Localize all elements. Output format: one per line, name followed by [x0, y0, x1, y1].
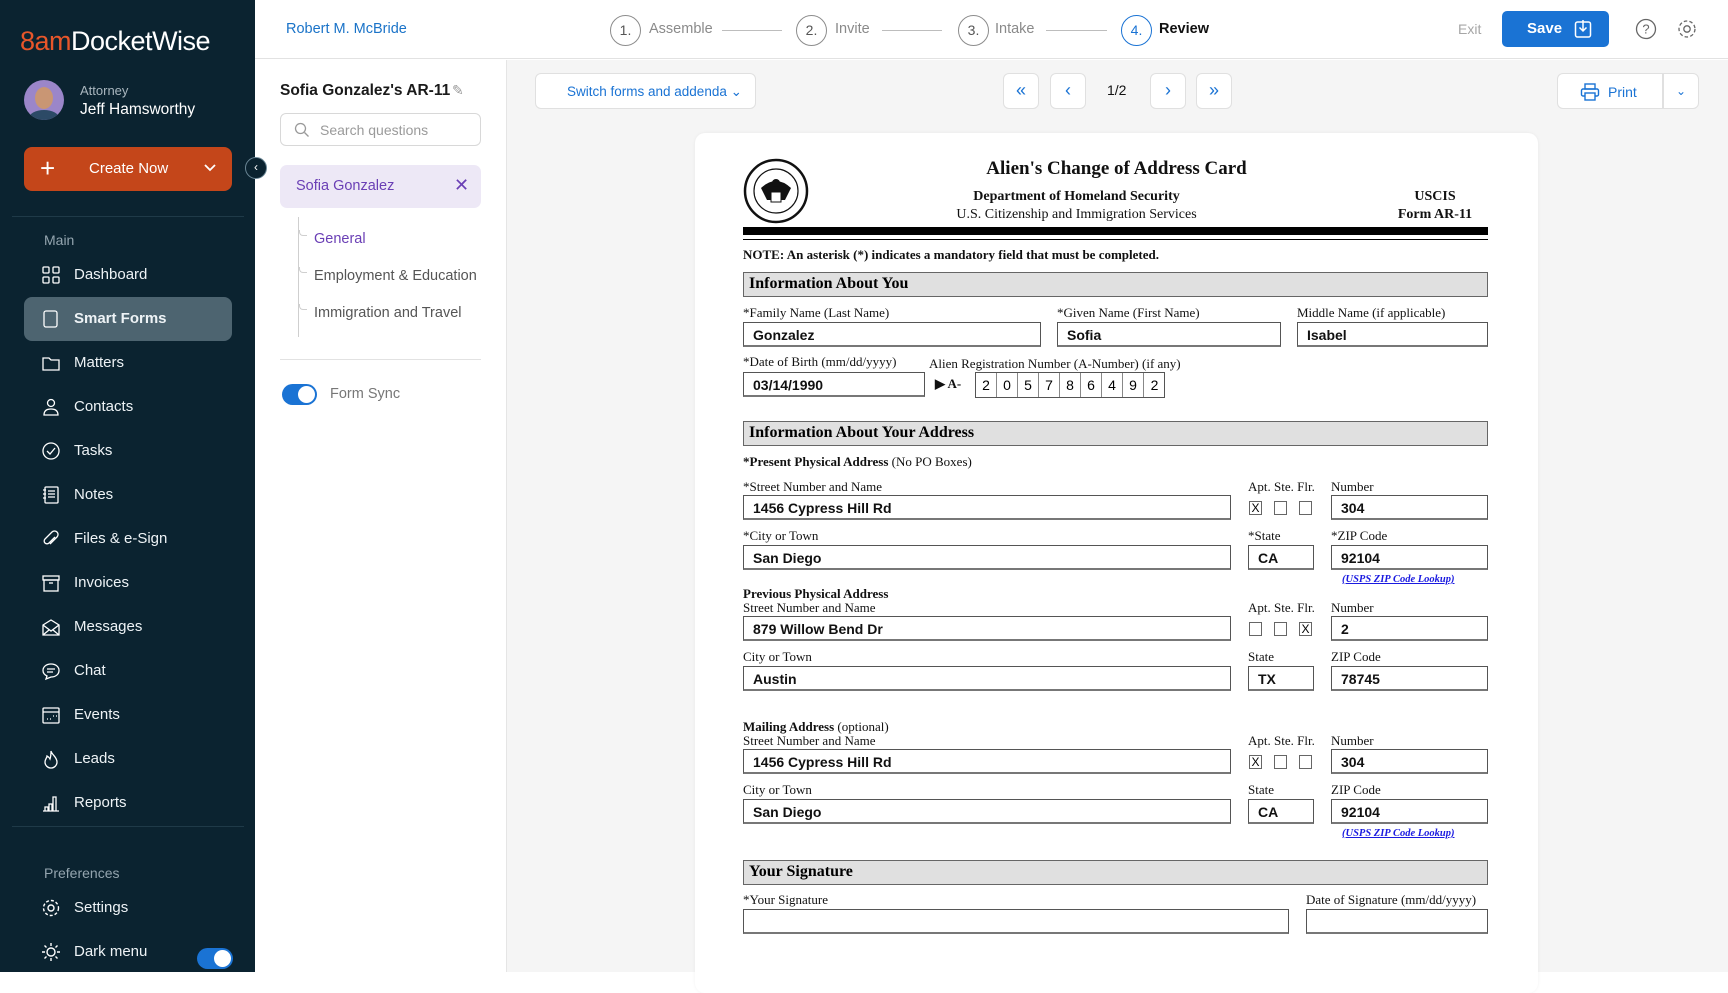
sidebar-item-label: Settings: [74, 899, 129, 916]
middle-name-field[interactable]: Isabel: [1297, 322, 1488, 347]
section-label-main: Main: [44, 232, 75, 248]
avatar[interactable]: [24, 80, 64, 120]
step-review[interactable]: Review: [1159, 21, 1209, 37]
mailing-city-field[interactable]: San Diego: [743, 799, 1231, 824]
previous-city-label: City or Town: [743, 649, 812, 664]
form-dept: Department of Homeland Security: [973, 189, 1180, 204]
previous-ste-checkbox[interactable]: [1274, 622, 1287, 636]
step-invite[interactable]: Invite: [835, 21, 870, 37]
form-document: [695, 133, 1538, 993]
a-prefix-text: A-: [947, 376, 962, 391]
a-number-digit: 9: [1123, 373, 1144, 397]
previous-apt-label: Apt. Ste. Flr.: [1248, 600, 1315, 615]
a-number-digit: 5: [1018, 373, 1039, 397]
present-zip-field[interactable]: 92104: [1331, 545, 1488, 570]
sidebar-item-label: Leads: [74, 750, 115, 767]
a-number-digit: 4: [1102, 373, 1123, 397]
mailing-note: (optional): [837, 719, 889, 734]
print-label: Print: [1608, 84, 1637, 100]
sidebar-item-label: Contacts: [74, 398, 134, 415]
sidebar-item-label: Chat: [74, 662, 106, 679]
page-indicator: 1/2: [1107, 82, 1127, 98]
prev-page-button[interactable]: ‹: [1050, 73, 1086, 109]
sidebar-item-label: Invoices: [74, 574, 130, 591]
a-number-digit: 0: [997, 373, 1018, 397]
present-apt-label: Apt. Ste. Flr.: [1248, 479, 1315, 494]
sidebar-item-label: Reports: [74, 794, 127, 811]
step-connector: [1046, 30, 1107, 31]
logo-prefix: 8am: [20, 26, 72, 56]
section-your-signature: Your Signature: [743, 860, 1488, 885]
switch-forms-label: Switch forms and addenda: [567, 84, 727, 99]
gear-icon: [41, 898, 61, 918]
next-page-button[interactable]: ›: [1150, 73, 1186, 109]
applicant-name: Sofia Gonzalez: [296, 178, 395, 194]
mailing-state-field[interactable]: CA: [1248, 799, 1314, 824]
present-address-title: [743, 454, 972, 470]
client-link[interactable]: Robert M. McBride: [286, 21, 407, 37]
form-number: Form AR-11: [1397, 207, 1473, 222]
previous-city-field[interactable]: Austin: [743, 666, 1231, 691]
previous-flr-checkbox[interactable]: X: [1299, 622, 1312, 636]
family-name-label: *Family Name (Last Name): [743, 305, 890, 320]
previous-street-field[interactable]: 879 Willow Bend Dr: [743, 616, 1231, 641]
folder-icon: [41, 353, 61, 373]
applicant-chip[interactable]: [280, 165, 481, 208]
form-uscis: USCIS: [1414, 189, 1456, 204]
present-zip-label: *ZIP Code: [1331, 528, 1388, 543]
previous-address-title: Previous Physical Address: [743, 586, 889, 601]
a-number-digit: 7: [1039, 373, 1060, 397]
user-role: Attorney: [80, 83, 129, 98]
section-info-about-you: Information About You: [743, 272, 1488, 297]
present-title: *Present Physical Address: [743, 454, 889, 469]
mailing-street-label: Street Number and Name: [743, 733, 876, 748]
a-number-digit: 6: [1081, 373, 1102, 397]
step-invite-number[interactable]: 2.: [796, 15, 827, 46]
logo-name: DocketWise: [71, 26, 211, 56]
search-placeholder: Search questions: [320, 122, 429, 138]
a-number-prefix: [935, 376, 961, 392]
dob-label: *Date of Birth (mm/dd/yyyy): [743, 354, 897, 369]
bar-chart-icon: [41, 793, 61, 813]
mailing-city-label: City or Town: [743, 782, 812, 797]
sidebar-item-tasks[interactable]: [24, 429, 232, 473]
given-name-field[interactable]: Sofia: [1057, 322, 1281, 347]
envelope-icon: [41, 617, 61, 637]
search-icon: [294, 122, 310, 138]
divider: [280, 359, 481, 360]
section-info-about-address: Information About Your Address: [743, 421, 1488, 446]
mailing-apt-label: Apt. Ste. Flr.: [1248, 733, 1315, 748]
mailing-flr-checkbox[interactable]: [1299, 755, 1312, 769]
sidebar: [0, 0, 255, 972]
dob-field[interactable]: 03/14/1990: [743, 372, 925, 397]
a-number-digit: 2: [1150, 377, 1159, 393]
divider: [12, 216, 244, 217]
sidebar-item-label: Messages: [74, 618, 143, 635]
step-assemble-number[interactable]: 1.: [610, 15, 641, 46]
sidebar-item-label: Events: [74, 706, 120, 723]
save-button[interactable]: [1502, 11, 1609, 47]
last-page-button[interactable]: »: [1196, 73, 1232, 109]
form-icon: [41, 309, 61, 329]
tree-branch: [299, 267, 307, 273]
chevron-down-icon[interactable]: [202, 159, 218, 175]
present-apt-checkbox[interactable]: X: [1249, 501, 1262, 515]
help-icon[interactable]: [1635, 18, 1657, 40]
previous-apt-checkbox[interactable]: [1249, 622, 1262, 636]
present-note: (No PO Boxes): [891, 454, 972, 469]
edit-pencil-icon[interactable]: ✎: [452, 82, 464, 98]
mailing-zip-field[interactable]: 92104: [1331, 799, 1488, 824]
mailing-zip-lookup-link[interactable]: (USPS ZIP Code Lookup): [1342, 828, 1455, 839]
chat-bubble-icon: [41, 661, 61, 681]
flame-icon: [41, 749, 61, 769]
printer-icon: [1580, 83, 1600, 101]
previous-zip-label: ZIP Code: [1331, 649, 1381, 664]
sidebar-item-settings[interactable]: [24, 886, 232, 930]
arrow-right-icon: ▶: [935, 376, 945, 391]
sidebar-item-label: Dark menu: [74, 943, 148, 960]
dark-menu-toggle[interactable]: [197, 948, 233, 969]
print-options-dropdown[interactable]: ⌄: [1663, 73, 1699, 109]
section-general[interactable]: General: [314, 231, 366, 247]
present-state-label: *State: [1248, 528, 1281, 543]
previous-number-label: Number: [1331, 600, 1374, 615]
sidebar-item-label: Files & e-Sign: [74, 530, 168, 547]
sidebar-item-events[interactable]: [24, 693, 232, 737]
signature-date-label: Date of Signature (mm/dd/yyyy): [1306, 892, 1477, 907]
search-questions-input[interactable]: [280, 113, 481, 146]
previous-state-label: State: [1248, 649, 1274, 664]
mailing-state-label: State: [1248, 782, 1274, 797]
person-icon: [41, 397, 61, 417]
previous-zip-field[interactable]: 78745: [1331, 666, 1488, 691]
sidebar-item-files-e-sign[interactable]: [24, 517, 232, 561]
header-rule: [743, 239, 1488, 240]
form-agency: U.S. Citizenship and Immigration Services: [956, 207, 1197, 222]
section-label-preferences: Preferences: [44, 865, 120, 881]
mailing-number-label: Number: [1331, 733, 1374, 748]
sidebar-item-chat[interactable]: [24, 649, 232, 693]
sidebar-item-messages[interactable]: [24, 605, 232, 649]
create-now-button[interactable]: [24, 147, 232, 191]
present-zip-lookup-link[interactable]: (USPS ZIP Code Lookup): [1342, 574, 1455, 585]
gear-icon[interactable]: [1676, 18, 1698, 40]
sidebar-item-label: Notes: [74, 486, 114, 503]
mailing-apt-checkbox[interactable]: X: [1249, 755, 1262, 769]
a-number-field[interactable]: [975, 372, 1165, 398]
sidebar-item-reports[interactable]: [24, 781, 232, 825]
chevron-down-icon: ⌄: [730, 84, 742, 99]
paperclip-icon: [41, 529, 61, 549]
signature-field[interactable]: [743, 909, 1289, 934]
check-circle-icon: [41, 441, 61, 461]
mandatory-note: NOTE: An asterisk (*) indicates a mandatory field that must be completed.: [743, 247, 1159, 262]
middle-name-label: Middle Name (if applicable): [1297, 305, 1446, 320]
present-ste-checkbox[interactable]: [1274, 501, 1287, 515]
sidebar-item-leads[interactable]: [24, 737, 232, 781]
mailing-ste-checkbox[interactable]: [1274, 755, 1287, 769]
signature-label: *Your Signature: [743, 892, 828, 907]
a-number-digit: 2: [976, 373, 997, 397]
previous-state-field[interactable]: TX: [1248, 666, 1314, 691]
collapse-sidebar-button[interactable]: ‹: [245, 157, 267, 179]
divider: [12, 826, 244, 827]
first-page-button[interactable]: «: [1003, 73, 1039, 109]
sidebar-item-smart-forms[interactable]: [24, 297, 232, 341]
sidebar-item-label: Tasks: [74, 442, 113, 459]
sidebar-item-label: Dashboard: [74, 266, 148, 283]
given-name-label: *Given Name (First Name): [1057, 305, 1200, 320]
tree-branch: [299, 230, 307, 236]
present-number-label: Number: [1331, 479, 1374, 494]
step-connector: [882, 30, 942, 31]
form-title: Sofia Gonzalez's AR-11: [280, 82, 451, 99]
present-city-label: *City or Town: [743, 528, 819, 543]
header-rule: [743, 227, 1488, 235]
sidebar-item-dashboard[interactable]: [24, 253, 232, 297]
step-intake[interactable]: Intake: [995, 21, 1035, 37]
mailing-zip-label: ZIP Code: [1331, 782, 1381, 797]
sidebar-item-label: Matters: [74, 354, 125, 371]
top-bar: [255, 0, 1728, 59]
exit-button[interactable]: Exit: [1458, 21, 1482, 37]
a-number-digit: 8: [1060, 373, 1081, 397]
switch-forms-button[interactable]: [535, 73, 756, 109]
print-button[interactable]: [1557, 73, 1663, 109]
a-number-label: Alien Registration Number (A-Number) (if any): [929, 356, 1181, 371]
form-sync-label: Form Sync: [330, 386, 401, 402]
user-name: Jeff Hamsworthy: [80, 101, 196, 118]
step-review-number[interactable]: 4.: [1121, 15, 1152, 46]
step-connector: [722, 30, 782, 31]
sidebar-item-invoices[interactable]: [24, 561, 232, 605]
tree-branch: [299, 304, 307, 310]
family-name-field[interactable]: Gonzalez: [743, 322, 1041, 347]
section-employment-education[interactable]: Employment & Education: [314, 268, 477, 284]
present-street-field[interactable]: 1456 Cypress Hill Rd: [743, 495, 1231, 520]
save-download-icon: [1574, 19, 1592, 39]
sidebar-item-label: Smart Forms: [74, 310, 167, 327]
step-intake-number[interactable]: 3.: [958, 15, 989, 46]
sidebar-item-matters[interactable]: [24, 341, 232, 385]
sun-icon: [41, 942, 61, 962]
signature-date-field[interactable]: [1306, 909, 1488, 934]
calendar-icon: [41, 705, 61, 725]
grid-icon: [41, 265, 61, 285]
close-icon[interactable]: ✕: [454, 175, 470, 195]
mailing-title: Mailing Address: [743, 719, 835, 734]
save-label: Save: [1527, 20, 1563, 37]
svg-text:?: ?: [1642, 21, 1650, 37]
present-number-field[interactable]: 304: [1331, 495, 1488, 520]
previous-number-field[interactable]: 2: [1331, 616, 1488, 641]
mailing-street-field[interactable]: 1456 Cypress Hill Rd: [743, 749, 1231, 774]
sidebar-item-contacts[interactable]: [24, 385, 232, 429]
plus-icon: +: [40, 153, 56, 183]
form-heading: Alien's Change of Address Card: [986, 158, 1247, 179]
previous-street-label: Street Number and Name: [743, 600, 876, 615]
step-assemble[interactable]: Assemble: [649, 21, 713, 37]
create-now-label: Create Now: [89, 160, 169, 177]
present-city-field[interactable]: San Diego: [743, 545, 1231, 570]
sidebar-item-notes[interactable]: [24, 473, 232, 517]
tree-line: [298, 217, 299, 337]
notebook-icon: [41, 485, 61, 505]
mailing-number-field[interactable]: 304: [1331, 749, 1488, 774]
present-street-label: *Street Number and Name: [743, 479, 882, 494]
present-state-field[interactable]: CA: [1248, 545, 1314, 570]
form-sync-toggle[interactable]: [282, 384, 317, 405]
form-navigator-panel: [255, 60, 507, 972]
section-immigration-travel[interactable]: Immigration and Travel: [314, 305, 462, 321]
logo[interactable]: [20, 26, 210, 57]
present-flr-checkbox[interactable]: [1299, 501, 1312, 515]
archive-icon: [41, 573, 61, 593]
